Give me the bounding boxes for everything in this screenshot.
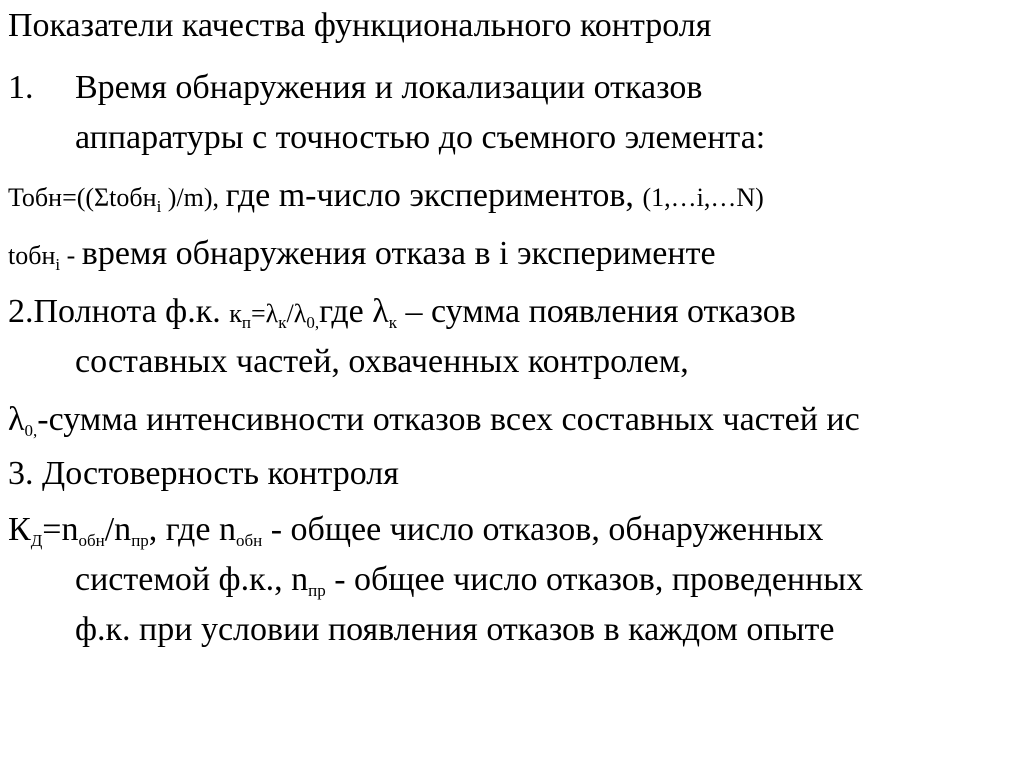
kd-symbol: К: [8, 511, 31, 548]
formula-lhs: Тобн=((Σtобн: [8, 183, 157, 212]
item-1-line-2: аппаратуры с точностью до съемного элемента:: [75, 119, 766, 156]
lambda-0-text: -сумма интенсивности отказов всех составных частей ис: [37, 401, 860, 438]
item-2-text: – сумма появления отказов: [397, 293, 796, 330]
definition-text: время обнаружения отказа в i эксперименте: [81, 235, 716, 272]
definition-symbol: tобн: [8, 241, 56, 270]
formula-rhs: )/m),: [161, 183, 226, 212]
item-2-heading: 2.Полнота ф.к.: [8, 293, 230, 330]
item-3: 3. Достоверность контроля: [8, 455, 399, 492]
formula-description: где m-число экспериментов,: [225, 177, 643, 214]
lambda-0-definition: [8, 400, 860, 440]
kd-line-2-sub: пр: [308, 581, 326, 600]
item-1-line-1: [8, 68, 702, 108]
kd-where-n-sub: обн: [235, 531, 263, 550]
item-2-where-lambda: где λ: [319, 293, 389, 330]
kd-line-2: [75, 560, 863, 600]
formula-range: (1,…i,…N): [642, 183, 764, 212]
item-1-text: Время обнаружения и локализации отказов: [75, 69, 703, 106]
definition-sub-i: i: [55, 255, 61, 274]
item-2-lambda-0-sub: 0,: [306, 313, 320, 332]
kd-n-pr-sub: пр: [131, 531, 149, 550]
item-2-k-sub: п: [241, 313, 251, 332]
kd-text: - общее число отказов, обнаруженных: [262, 511, 824, 548]
definition-dash: -: [60, 241, 82, 270]
kd-eq-n: =n: [42, 511, 79, 548]
item-1-number: 1.: [8, 69, 34, 106]
lambda-0-symbol: λ: [8, 401, 25, 438]
item-2-where-lambda-sub: к: [388, 313, 398, 332]
definition-t-detection: [8, 234, 716, 276]
formula-detection-time: [8, 176, 764, 218]
kd-line-2-start: системой ф.к., n: [75, 561, 309, 598]
item-2-lambda-k-sub: к: [278, 313, 287, 332]
slide-title: Показатели качества функционального контроля: [8, 7, 712, 44]
item-2-line-1: [8, 292, 796, 334]
kd-where-n: , где n: [148, 511, 236, 548]
kd-slash-n: /n: [104, 511, 132, 548]
item-2-eq-lambda: =λ: [250, 299, 279, 328]
kd-sub: Д: [30, 531, 43, 550]
lambda-0-sub: 0,: [24, 421, 38, 440]
kd-n-obn-sub: обн: [78, 531, 105, 550]
item-2-slash-lambda: /λ: [286, 299, 307, 328]
formula-sub-i: i: [156, 197, 162, 216]
item-2-line-2: составных частей, охваченных контролем,: [75, 343, 689, 380]
kd-line-3: ф.к. при условии появления отказов в каждом опыте: [75, 611, 835, 648]
kd-line-2-end: - общее число отказов, проведенных: [325, 561, 864, 598]
kd-line-1: [8, 510, 823, 550]
item-2-k: к: [229, 299, 242, 328]
